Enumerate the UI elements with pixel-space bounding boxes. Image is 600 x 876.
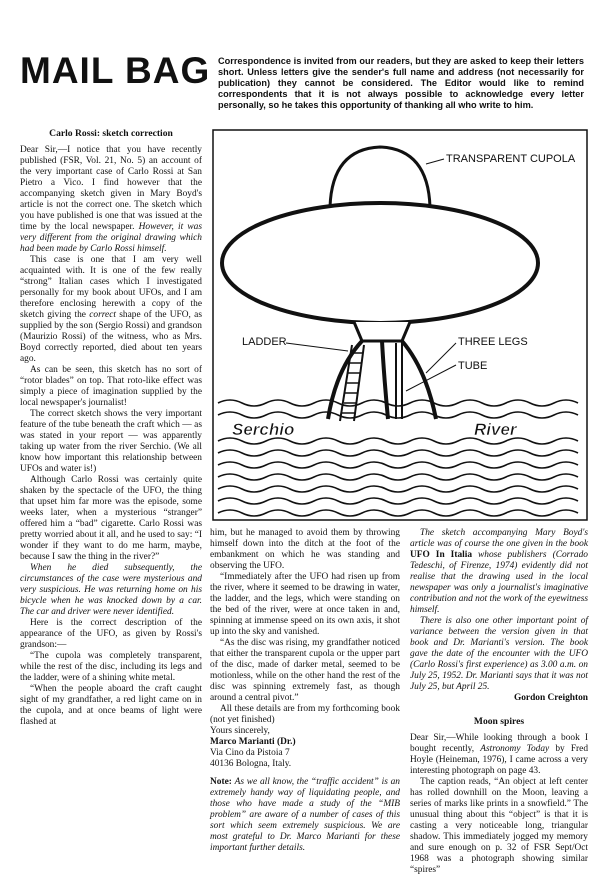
paragraph <box>410 733 588 777</box>
book-title: Astronomy Today <box>480 744 550 754</box>
label-legs: THREE LEGS <box>458 336 528 348</box>
letter-heading-moon-spires: Moon spires <box>473 716 525 727</box>
paragraph: As can be seen, this sketch has no sort of “rotor blades” on top. That roto-like effect was simply a piece of imagination supplied by the local newspaper's journalist! <box>20 365 202 408</box>
paragraph: Although Carlo Rossi was certainly quite shaken by the spectacle of the UFO, the thing that upset him far more was the episode, some weeks later, when a mysterious “stranger” offered him a “bad” cigarette. Carlo Rossi was pretty worried about it all, and he used to say: “I wonder if they want to do me harm, maybe, because I saw the thing in the river?” <box>20 475 202 562</box>
text: shape of the UFO, as supplied by the son (Sergio Rossi) and grandson (Maurizio Rossi) of the witness, who as Mrs. Boyd correctly reported, died about ten years ago. <box>20 310 202 364</box>
letter-heading-sketch-correction: Carlo Rossi: sketch correction <box>49 128 173 139</box>
note-text: As we all know, the “traffic accident” is an extremely handy way of liquidating people, and those who have made a study of the “MIB problem” are aware of a number of cases of this sort which seem extremely suspicious. We are most grateful to Dr. Marco Marianti for these important further details. <box>210 777 400 853</box>
disc-hub <box>354 322 410 341</box>
page-title: MAIL BAG <box>20 50 211 91</box>
paragraph: “Immediately after the UFO had risen up from the river, where it seemed to be drawing in water, the ladder, and the legs, which were standing on the bed of the river, were at once taken in and, spinning at immense speed on its own axis, it shot up into the sky and vanished. <box>210 572 400 637</box>
label-tube: TUBE <box>458 360 488 372</box>
text: Dear Sir,—While looking through a book I bought recently, <box>410 733 588 754</box>
ufo-sketch-drawing <box>212 129 588 521</box>
paragraph: “When the people aboard the craft caught sight of my grandfather, a red light came on in the cupola, and at once beams of light were flashed at <box>20 684 202 727</box>
book-title: UFO In Italia <box>410 550 473 560</box>
text: by Fred Hoyle (Heineman, 1976), I came across a very interesting photograph on page 43. <box>410 744 589 776</box>
column-2 <box>210 528 400 854</box>
paragraph: him, but he managed to avoid them by throwing himself down into the ditch at the foot of the embankment on which he was standing and observing the UFO. <box>210 528 400 571</box>
label-cupola: TRANSPARENT CUPOLA <box>446 153 576 165</box>
text: correct <box>89 310 116 320</box>
ufo-sketch <box>212 129 588 521</box>
paragraph: “The cupola was completely transparent, while the rest of the disc, including its legs and the ladder, were of a shining white metal. <box>20 651 202 683</box>
disc-shape <box>222 203 538 323</box>
column-1 <box>20 128 202 728</box>
label-serchio: Serchio <box>232 420 295 439</box>
paragraph: There is also one other important point of variance between the version given in that book and Dr. Marianti's version. The book gave the date of the encounter with the UFO (Carlo Rossi's first experience) as 3.00 a.m. on July 25, 1952. Dr. Marianti says that it was not July 25, but April 25. <box>410 616 588 692</box>
intro-notice: Correspondence is invited from our readers, but they are asked to keep their letters short. Unless letters give the sender's full name and address (not necessarily for publication) they cannot be considered. The Editor would like to remind correspondents that it is not always possible to acknowledge every letter personally, so he takes this opportunity of thanking all who write to him. <box>218 56 584 110</box>
paragraph <box>20 255 202 365</box>
text: Dear Sir,—I notice that you have recently published (FSR, Vol. 21, No. 5) an account of the very important case of Carlo Rossi at San Pietro a Vico. I find however that the accompanying sketch given in Mary Boyd's article is not the correct one. The sketch which you have published is one that was issued at the time by the local newspaper. <box>20 145 202 232</box>
sender-name: Marco Marianti (Dr.) <box>210 737 296 747</box>
closing: Yours sincerely, <box>210 726 270 736</box>
text: The sketch accompanying Mary Boyd's article was of course the one given in the book <box>410 528 588 549</box>
paragraph: Here is the correct description of the appearance of the UFO, as given by Rossi's grandson:— <box>20 618 202 650</box>
paragraph: “As the disc was rising, my grandfather noticed that either the transparent cupola or the upper part of the disc, made of darker metal, seemed to be motionless, while on the other hand the rest of the disc was spinning extremely fast, as though around a central pivot.” <box>210 638 400 703</box>
text: whose publishers (Corrado Tedeschi, of Firenze, 1974) evidently did not realise that the drawing used in the local newspaper was only a journalist's imaginative contribution and not the work of the eyewitness himself. <box>410 550 588 615</box>
label-ladder: LADDER <box>242 336 287 348</box>
column-3 <box>410 528 588 876</box>
signature: Gordon Creighton <box>513 693 588 703</box>
paragraph: When he died subsequently, the circumstances of the case were mysterious and very suspicious. He was returning home on his bicycle when he was knocked down by a car. The car and driver were never identified. <box>20 563 202 617</box>
paragraph <box>20 145 202 255</box>
paragraph <box>410 528 588 616</box>
text: However, it was very different from the original drawing which had been made by Carlo Rossi himself. <box>20 222 202 254</box>
editor-note <box>210 777 400 854</box>
label-river: River <box>474 420 517 439</box>
text: This case is one that I am very well acquainted with. It is one of the few really “strong” Italian cases which I investigated personally for my book about UFOs, and I am therefore enclosing herewith a copy of the sketch giving the <box>20 255 202 320</box>
sender-address: Via Cino da Pistoia 7 <box>210 748 290 758</box>
note-label: Note: <box>210 777 232 787</box>
paragraph: The correct sketch shows the very important feature of the tube beneath the craft which — as was stated in your report — was apparently taking up water from the river Serchio. (We all know how important this relationship between UFOs and water is!) <box>20 409 202 474</box>
paragraph: All these details are from my forthcoming book (not yet finished) <box>210 704 400 725</box>
sender-address: 40136 Bologna, Italy. <box>210 759 292 769</box>
paragraph: The caption reads, “An object at left center has rolled downhill on the Moon, leaving a series of marks like prints in a snowfield.” The unusual thing about this “object” is that it is casting a very noticeable long, triangular shadow. This immediately jogged my memory and sure enough on p. 32 of FSR Sept/Oct 1968 was a photograph showing similar “spires” <box>410 777 588 875</box>
